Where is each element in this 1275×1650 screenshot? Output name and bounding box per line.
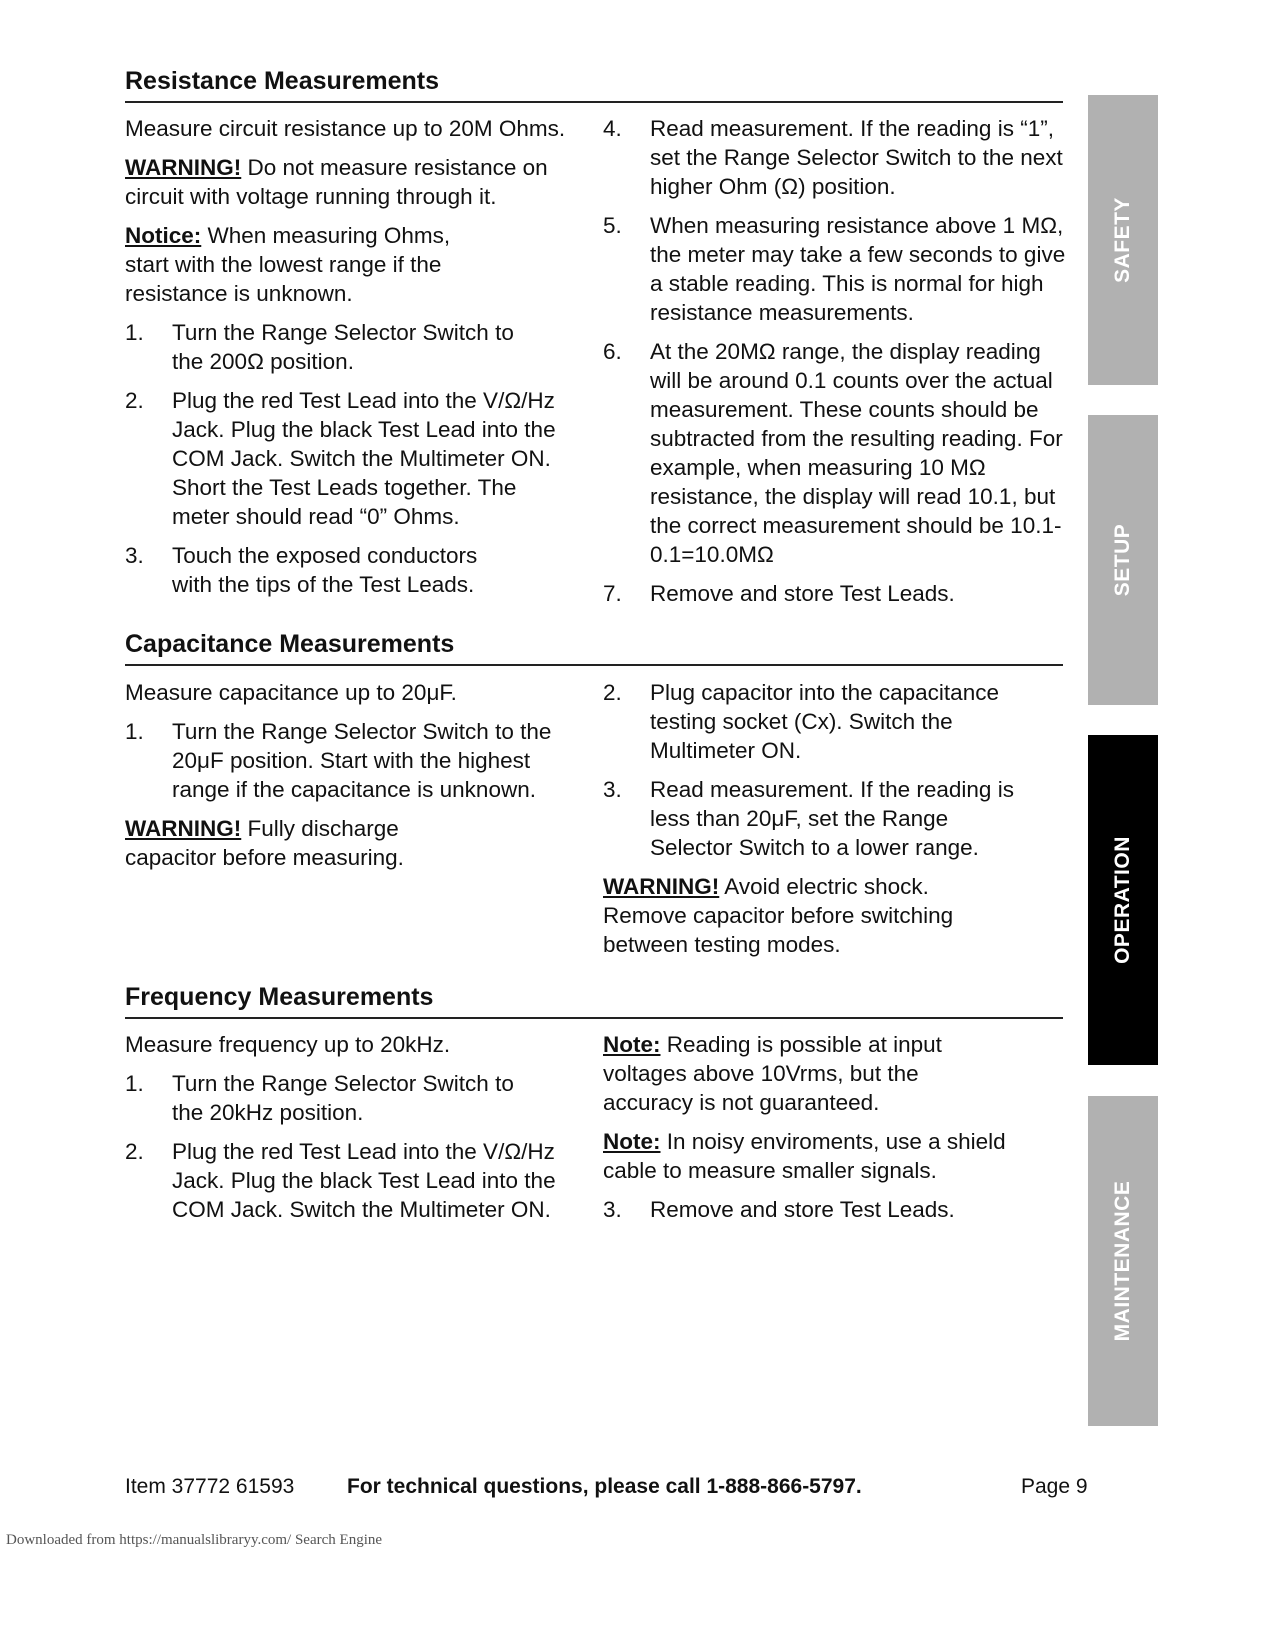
capacitance-left-column — [125, 678, 595, 882]
step-text: Remove and store Test Leads. — [650, 581, 955, 606]
tab-label: OPERATION — [1111, 836, 1134, 964]
step-text: Read measurement. If the reading is “1”, set the Range Selector Switch to the next higher Ohm (Ω) position. — [650, 116, 1063, 199]
frequency-intro: Measure frequency up to 20kHz. — [125, 1032, 451, 1057]
list-item — [603, 211, 1068, 327]
list-item — [603, 337, 1068, 569]
tab-label: MAINTENANCE — [1111, 1180, 1134, 1342]
step-text: Plug capacitor into the capacitance testing socket (Cx). Switch the Multimeter ON. — [650, 680, 999, 763]
footer-page-number: Page 9 — [1021, 1475, 1088, 1498]
warning-label: WARNING! — [125, 816, 242, 841]
notice-label: Notice: — [125, 223, 202, 248]
step-text: Remove and store Test Leads. — [650, 1197, 955, 1222]
list-item — [603, 1195, 1043, 1224]
tab-maintenance[interactable] — [1088, 1096, 1158, 1426]
step-number: 6. — [603, 339, 622, 364]
warning-text: Avoid electric shock. Remove capacitor before switching between testing modes. — [603, 874, 954, 957]
download-watermark: Downloaded from https://manualslibraryy.com/ Search Engine — [6, 1532, 383, 1548]
warning-label: WARNING! — [603, 874, 720, 899]
step-text: At the 20MΩ range, the display reading will be around 0.1 counts over the actual measurement. These counts should be subtracted from the resulting reading. For example, when measuring 10 MΩ resistance, the display will read 10.1, but the correct measurement should be 10.1-0.1=10.0MΩ — [650, 339, 1063, 567]
tab-setup[interactable] — [1088, 415, 1158, 705]
tab-operation[interactable] — [1088, 735, 1158, 1065]
list-item — [125, 717, 580, 804]
step-number: 2. — [603, 680, 622, 705]
section-title-frequency: Frequency Measurements — [125, 982, 1063, 1019]
step-text: Turn the Range Selector Switch to the 20kHz position. — [172, 1071, 514, 1125]
list-item — [125, 1069, 515, 1127]
list-item — [603, 579, 1068, 608]
step-number: 3. — [125, 543, 144, 568]
resistance-warning — [125, 153, 555, 211]
resistance-right-column — [603, 114, 1068, 618]
step-text: Read measurement. If the reading is less than 20μF, set the Range Selector Switch to a lower range. — [650, 777, 1014, 860]
step-number: 3. — [603, 777, 622, 802]
warning-text: Do not measure resistance on circuit with voltage running through it. — [125, 155, 548, 209]
tab-label: SETUP — [1111, 523, 1134, 597]
capacitance-right-column — [603, 678, 1023, 969]
resistance-notice — [125, 221, 475, 308]
step-text: Turn the Range Selector Switch to the 200Ω position. — [172, 320, 514, 374]
note-text: In noisy enviroments, use a shield cable to measure smaller signals. — [603, 1129, 1006, 1183]
footer-support-phone: For technical questions, please call 1-888-866-5797. — [347, 1475, 862, 1498]
frequency-left-column — [125, 1030, 595, 1234]
capacitance-warning-shock — [603, 872, 983, 959]
section-title-resistance: Resistance Measurements — [125, 66, 1063, 103]
list-item — [125, 541, 505, 599]
list-item — [603, 114, 1068, 201]
frequency-right-column — [603, 1030, 1043, 1234]
warning-text: Fully discharge capacitor before measuring. — [125, 816, 404, 870]
frequency-note-noise — [603, 1127, 1043, 1185]
step-number: 2. — [125, 1139, 144, 1164]
step-number: 5. — [603, 213, 622, 238]
step-number: 4. — [603, 116, 622, 141]
step-number: 1. — [125, 320, 144, 345]
tab-label: SAFETY — [1111, 197, 1134, 283]
step-number: 3. — [603, 1197, 622, 1222]
step-number: 2. — [125, 388, 144, 413]
warning-label: WARNING! — [125, 155, 242, 180]
notice-text: When measuring Ohms, start with the lowest range if the resistance is unknown. — [125, 223, 451, 306]
footer-item-number: Item 37772 61593 — [125, 1475, 295, 1498]
list-item — [603, 678, 1023, 765]
step-text: When measuring resistance above 1 MΩ, the meter may take a few seconds to give a stable reading. This is normal for high resistance measurements. — [650, 213, 1066, 325]
step-number: 1. — [125, 1071, 144, 1096]
note-label: Note: — [603, 1032, 661, 1057]
step-number: 7. — [603, 581, 622, 606]
list-item — [125, 1137, 585, 1224]
resistance-intro: Measure circuit resistance up to 20M Ohms. — [125, 116, 566, 141]
list-item — [125, 318, 515, 376]
tab-safety[interactable] — [1088, 95, 1158, 385]
section-title-capacitance: Capacitance Measurements — [125, 629, 1063, 666]
step-text: Touch the exposed conductors with the tips of the Test Leads. — [172, 543, 478, 597]
resistance-left-column — [125, 114, 595, 609]
note-label: Note: — [603, 1129, 661, 1154]
step-text: Plug the red Test Lead into the V/Ω/Hz Jack. Plug the black Test Lead into the COM Jack. Switch the Multimeter ON. — [172, 1139, 556, 1222]
capacitance-warning-discharge — [125, 814, 435, 872]
list-item — [603, 775, 1023, 862]
step-text: Plug the red Test Lead into the V/Ω/Hz Jack. Plug the black Test Lead into the COM Jack. Switch the Multimeter ON. Short the Test Leads together. The meter should read “0” Ohms. — [172, 388, 556, 529]
step-number: 1. — [125, 719, 144, 744]
capacitance-intro: Measure capacitance up to 20μF. — [125, 680, 457, 705]
note-text: Reading is possible at input voltages above 10Vrms, but the accuracy is not guaranteed. — [603, 1032, 942, 1115]
frequency-note-voltage — [603, 1030, 983, 1117]
step-text: Turn the Range Selector Switch to the 20μF position. Start with the highest range if the capacitance is unknown. — [172, 719, 552, 802]
list-item — [125, 386, 580, 531]
